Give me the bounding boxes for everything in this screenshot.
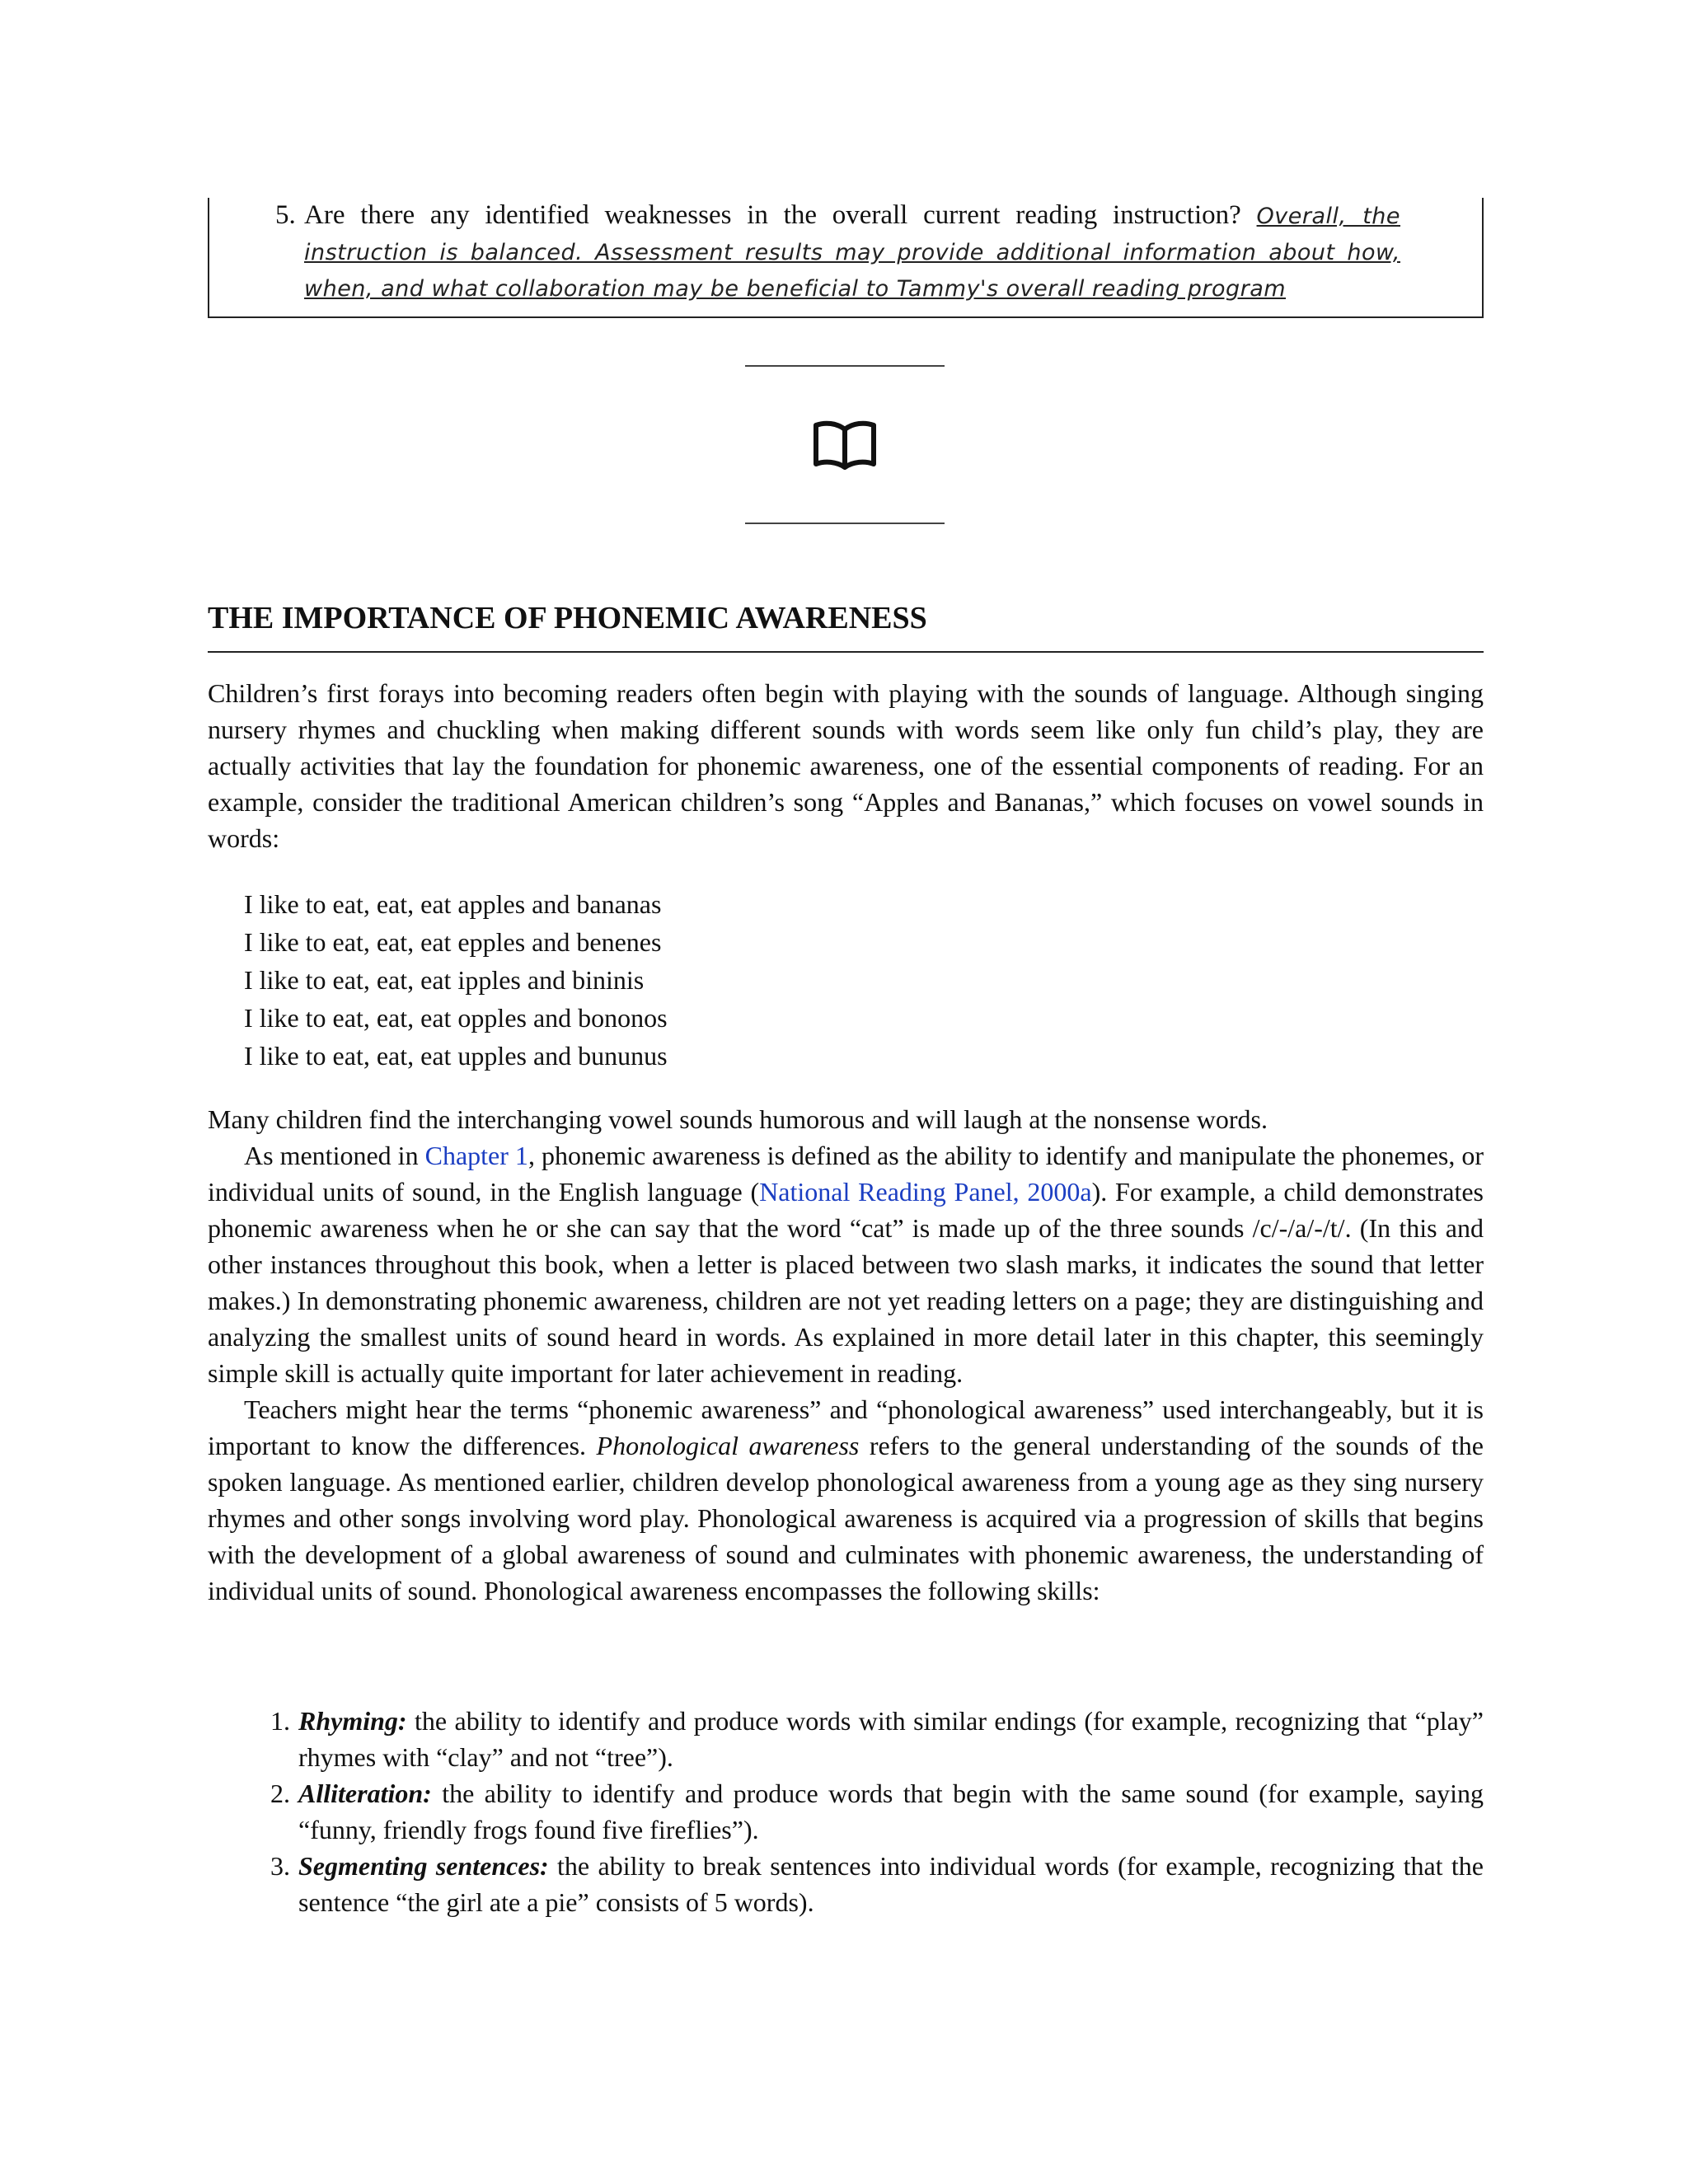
song-line: I like to eat, eat, eat apples and bananas	[244, 889, 662, 919]
question-number: 5.	[275, 200, 296, 230]
list-number: 2.	[270, 1779, 290, 1808]
list-item	[270, 1703, 1484, 1775]
song-line: I like to eat, eat, eat ipples and bininis	[244, 965, 645, 995]
handwritten-answer: Overall, the instruction is balanced. Assessment results may provide additional information about how, when, and what collaboration may be beneficial to Tammy's overall reading program	[304, 204, 1401, 302]
question-item	[275, 198, 1401, 307]
divider-line-top	[745, 365, 945, 367]
skill-term: Segmenting sentences:	[298, 1851, 549, 1881]
para2-text: As mentioned in	[244, 1141, 425, 1170]
song-line: I like to eat, eat, eat opples and bononos	[244, 1003, 668, 1033]
book-icon	[812, 418, 878, 471]
song-lyrics	[244, 885, 986, 1075]
skill-description: the ability to break sentences into individual words (for example, recognizing that the sentence “the girl ate a pie” consists of 5 words).	[298, 1851, 1484, 1917]
question-text: Are there any identified weaknesses in the overall current reading instruction?	[304, 200, 1241, 230]
song-line: I like to eat, eat, eat upples and bununus	[244, 1041, 668, 1071]
intro-paragraph: Children’s first forays into becoming readers often begin with playing with the sounds of language. Although singing nursery rhymes and chuckling when making different sounds with words seem like only fun child’s play, they are actually activities that lay the foundation for phonemic awareness, one of the essential components of reading. For an example, consider the traditional American children’s song “Apples and Bananas,” which focuses on vowel sounds in words:	[208, 678, 1484, 853]
para2-text: ). For example, a child demonstrates phonemic awareness when he or she can say that the word “cat” is made up of the three sounds /c/-/a/-/t/. (In this and other instances throughout this book, when a letter is placed between two slash marks, it indicates the sound that letter makes.) In demonstrating phonemic awareness, children are not yet reading letters on a page; they are distinguishing and analyzing the smallest units of sound heard in words. As explained in more detail later in this chapter, this seemingly simple skill is actually quite important for later achievement in reading.	[208, 1177, 1484, 1388]
para3-text: Teachers might hear the terms “phonemic awareness” and “phonological awareness” used interchangeably, but it is important to know the differences.	[208, 1394, 1484, 1460]
question-box	[208, 198, 1484, 318]
song-line: I like to eat, eat, eat epples and benenes	[244, 927, 662, 957]
list-item	[270, 1848, 1484, 1920]
skills-list	[270, 1703, 1484, 1920]
skill-description: the ability to identify and produce words with similar endings (for example, recognizing that “play” rhymes with “clay” and not “tree”).	[298, 1706, 1484, 1772]
phonological-term: Phonological awareness	[596, 1431, 860, 1460]
list-number: 3.	[270, 1851, 290, 1881]
body-paragraphs	[208, 1101, 1484, 1609]
skill-description: the ability to identify and produce words that begin with the same sound (for example, saying “funny, friendly frogs found five fireflies”).	[298, 1779, 1484, 1844]
para2-text: , phonemic awareness is defined as the ability to identify and manipulate the phonemes, or individual units of sound, in the English language (	[208, 1141, 1484, 1207]
list-number: 1.	[270, 1706, 290, 1736]
skill-term: Rhyming:	[298, 1706, 407, 1736]
section-heading: THE IMPORTANCE OF PHONEMIC AWARENESS	[208, 601, 927, 635]
list-item	[270, 1775, 1484, 1848]
after-song-paragraph: Many children find the interchanging vowel sounds humorous and will laugh at the nonsense words.	[208, 1104, 1268, 1134]
para3-text: refers to the general understanding of the sounds of the spoken language. As mentioned earlier, children develop phonological awareness from a young age as they sing nursery rhymes and other songs involving word play. Phonological awareness is acquired via a progression of skills that begins with the development of a global awareness of sound and culminates with phonemic awareness, the understanding of individual units of sound. Phonological awareness encompasses the following skills:	[208, 1431, 1484, 1605]
divider-line-bottom	[745, 523, 945, 524]
nrp-citation-link[interactable]: National Reading Panel, 2000a	[759, 1177, 1092, 1207]
heading-underline	[208, 651, 1484, 653]
chapter-1-link[interactable]: Chapter 1	[424, 1141, 528, 1170]
definition-paragraph	[208, 1137, 1484, 1391]
skill-term: Alliteration:	[298, 1779, 432, 1808]
phonological-paragraph	[208, 1391, 1484, 1609]
